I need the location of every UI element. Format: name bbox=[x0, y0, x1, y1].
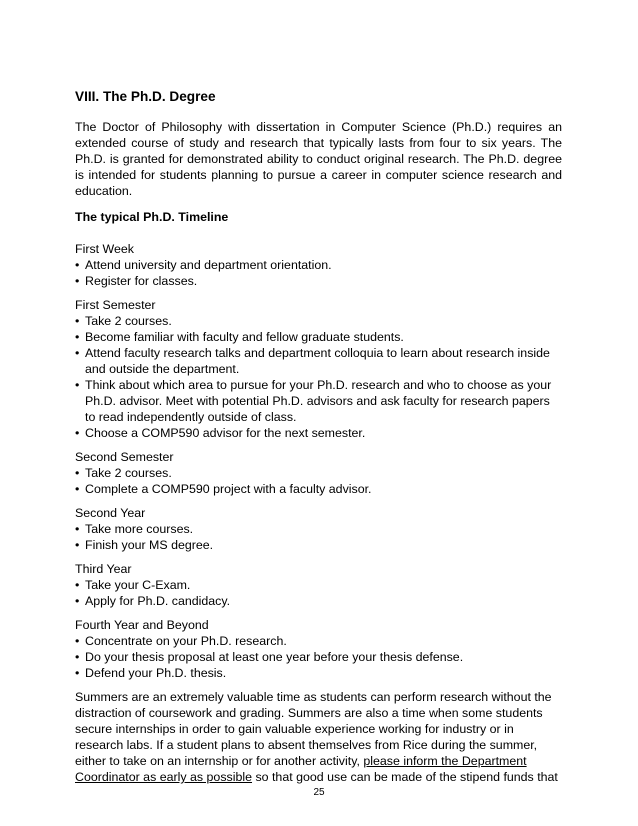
bullet-icon: • bbox=[75, 426, 80, 440]
list-item bbox=[75, 577, 562, 593]
list-item-text: Register for classes. bbox=[85, 274, 198, 288]
section-title: Fourth Year and Beyond bbox=[75, 618, 209, 632]
list-item-text: Defend your Ph.D. thesis. bbox=[85, 666, 227, 680]
section-title: Third Year bbox=[75, 562, 132, 576]
bullet-icon: • bbox=[75, 258, 80, 272]
page-number: 25 bbox=[313, 787, 325, 798]
bullet-list bbox=[75, 465, 562, 497]
timeline-section-third-year bbox=[75, 561, 562, 609]
list-item-text: Take 2 courses. bbox=[85, 466, 172, 480]
list-item bbox=[75, 257, 562, 273]
bullet-icon: • bbox=[75, 538, 80, 552]
list-item-text: Complete a COMP590 project with a faculty advisor. bbox=[85, 482, 372, 496]
list-item bbox=[75, 313, 562, 329]
timeline-section-fourth-year bbox=[75, 617, 562, 681]
bullet-icon: • bbox=[75, 314, 80, 328]
list-item-text: Apply for Ph.D. candidacy. bbox=[85, 594, 231, 608]
bullet-list bbox=[75, 577, 562, 609]
page-heading: VIII. The Ph.D. Degree bbox=[75, 89, 216, 104]
bullet-icon: • bbox=[75, 594, 80, 608]
list-item bbox=[75, 425, 562, 441]
bullet-icon: • bbox=[75, 522, 80, 536]
list-item-text: Finish your MS degree. bbox=[85, 538, 214, 552]
bullet-icon: • bbox=[75, 482, 80, 496]
bullet-list bbox=[75, 633, 562, 681]
list-item-text: Concentrate on your Ph.D. research. bbox=[85, 634, 287, 648]
timeline-section-first-week bbox=[75, 241, 562, 289]
inform-coordinator-link[interactable]: please inform the Department Coordinator as early as possible bbox=[75, 754, 527, 784]
bullet-icon: • bbox=[75, 274, 80, 288]
intro-paragraph: The Doctor of Philosophy with dissertation in Computer Science (Ph.D.) requires an extended course of study and research that typically lasts from four to six years. The Ph.D. is granted for demonstrated ability to conduct original research. The Ph.D. degree is intended for students planning to pursue a career in computer science research and education. bbox=[75, 120, 562, 198]
list-item-text: Take more courses. bbox=[85, 522, 194, 536]
bullet-icon: • bbox=[75, 466, 80, 480]
timeline-section-second-semester bbox=[75, 449, 562, 497]
list-item-text: Take 2 courses. bbox=[85, 314, 172, 328]
bullet-icon: • bbox=[75, 330, 80, 344]
list-item-text: Become familiar with faculty and fellow graduate students. bbox=[85, 330, 404, 344]
list-item bbox=[75, 377, 562, 425]
list-item bbox=[75, 481, 562, 497]
summer-text-start: Summers are an extremely valuable time as students can perform research without the distraction of coursework and grading. Summers are also a time when some students secure internships in order to gain valuable experience working for industry or in research labs. If a student plans to absent themselves from Rice during the summer, either to take on an internship or for another activity, bbox=[75, 690, 552, 768]
list-item bbox=[75, 273, 562, 289]
list-item-text: Do your thesis proposal at least one year before your thesis defense. bbox=[85, 650, 464, 664]
timeline-title: The typical Ph.D. Timeline bbox=[75, 210, 229, 224]
list-item bbox=[75, 665, 562, 681]
bullet-list bbox=[75, 313, 562, 441]
summer-paragraph bbox=[75, 689, 562, 785]
bullet-icon: • bbox=[75, 634, 80, 648]
bullet-icon: • bbox=[75, 378, 80, 392]
section-title: First Semester bbox=[75, 298, 156, 312]
bullet-icon: • bbox=[75, 666, 80, 680]
list-item-text: Attend university and department orientation. bbox=[85, 258, 332, 272]
list-item-text: Take your C-Exam. bbox=[85, 578, 191, 592]
bullet-icon: • bbox=[75, 346, 80, 360]
bullet-list bbox=[75, 257, 562, 289]
list-item bbox=[75, 593, 562, 609]
bullet-icon: • bbox=[75, 650, 80, 664]
list-item bbox=[75, 537, 562, 553]
document-page bbox=[75, 88, 562, 785]
list-item-text: Choose a COMP590 advisor for the next semester. bbox=[85, 426, 366, 440]
list-item bbox=[75, 633, 562, 649]
list-item bbox=[75, 329, 562, 345]
list-item bbox=[75, 465, 562, 481]
list-item bbox=[75, 345, 562, 377]
list-item-text: Think about which area to pursue for your Ph.D. research and who to choose as your Ph.D. advisor. Meet with potential Ph.D. advisors and ask faculty for research papers to read independently outside of class. bbox=[85, 378, 552, 424]
timeline-section-second-year bbox=[75, 505, 562, 553]
bullet-icon: • bbox=[75, 578, 80, 592]
timeline-section-first-semester bbox=[75, 297, 562, 441]
section-title: Second Year bbox=[75, 506, 146, 520]
summer-text-end: so that good use can be made of the stipend funds that bbox=[252, 770, 558, 784]
section-title: Second Semester bbox=[75, 450, 174, 464]
list-item bbox=[75, 649, 562, 665]
list-item-text: Attend faculty research talks and department colloquia to learn about research inside and outside the department. bbox=[85, 346, 550, 376]
section-title: First Week bbox=[75, 242, 134, 256]
list-item bbox=[75, 521, 562, 537]
bullet-list bbox=[75, 521, 562, 553]
